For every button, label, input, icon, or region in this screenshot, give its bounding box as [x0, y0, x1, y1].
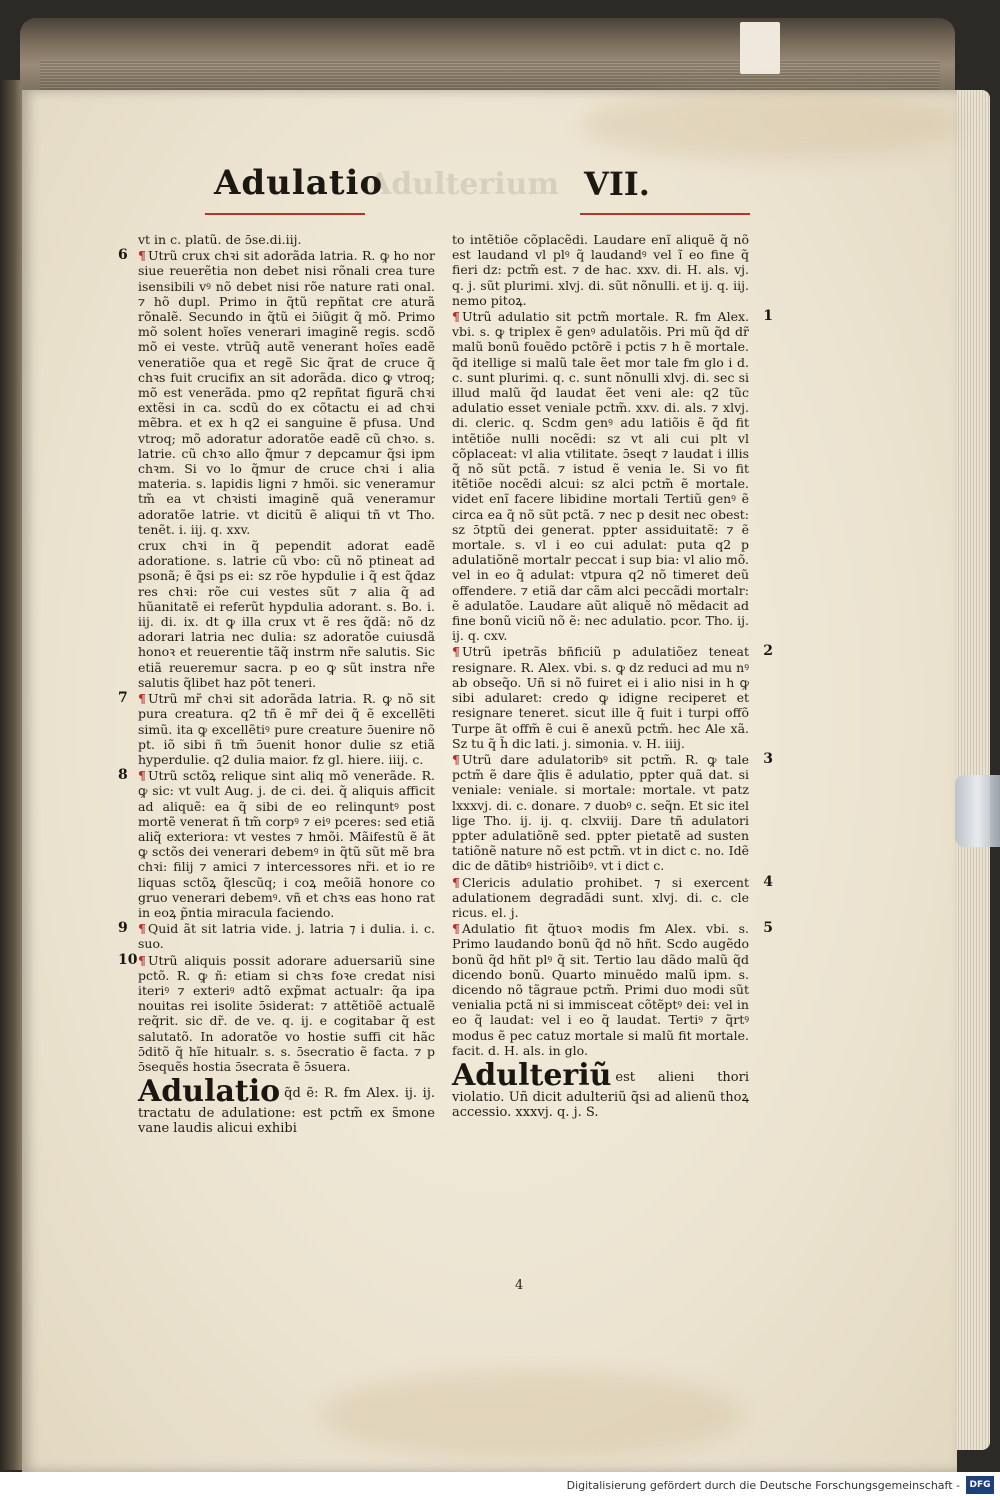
right-paragraph: 5 ¶ Adulatio fit q̃tuoꝛ modis fm Alex. vbi. s. Primo laudando bonũ q̃d nõ hñt. Scdo augẽdo bonũ q̃d hñt plꝰ q̃ sit. Tertio lau dãdo malũ q̃d dicendo bonũ. Quarto minuẽdo malũ ipm. s. dicendo nõ tãgraue pctm̃. Primi duo modi sũt venialia pctã ni si immisceat cõtẽptꝰ dei: vel in eo q̃ laudat: vel i eo q̃ laudat. Tertiꝰ ⁊ q̃rtꝰ modus ẽ pec catuz mortale si malũ fit mortale. facit. d. H. als. in glo. [452, 920, 773, 1058]
section-number: 9 [118, 920, 128, 937]
section-number: 2 [763, 643, 773, 660]
red-paragraph-mark: ¶ [138, 952, 146, 968]
running-title: Adulatio [214, 163, 384, 203]
book-spine [0, 80, 22, 1470]
page-header [0, 163, 1000, 223]
entry-definition: est alieni thori violatio. Uñ dicit adulteriũ q̃si ad alienũ thoꝝ accessio. xxxvj. q. j. S. [452, 1069, 749, 1121]
paper-stain [322, 1370, 742, 1460]
left-paragraph: 10 ¶ Utrũ aliquis possit adorare aduersariũ sine pctõ. R. ꝙ ñ: etiam si chꝛs foꝛe credat nisi iteriꝰ ⁊ exteriꝰ adtõ exp̃mat actualr: q̃a ipa nouitas rei isolite ɔ̄siderat: ⁊ attẽtiõẽ actualẽ req̃rit. sic dr̃. de ve. q. ij. e cogitabar q̃ est salutatõ. In adoratõe vo hostie suffi cit hãc ɔ̄ditõ q̃ hĩe hitualr. s. s. ɔ̄secratio ẽ facta. ⁊ p ɔ̄sequẽs hostia ɔ̄secrata ẽ ɔ̄suera. [118, 951, 435, 1074]
left-paragraph: crux chꝛi in q̃ pependit adorat eadẽ adoratione. s. latrie cũ vbo: cũ nõ ptineat ad psonã; ẽ q̃si ps ei: sz rõe hypdulie i q̃ est q̃daz res chꝛi: rõe cui vestes sũt ⁊ alia q̃ ad hũanitatẽ ei referũt hypdulia adorant. s. Bo. i. iij. di. ix. dt ꝙ illa crux vt ẽ res q̃dã: nõ dz adorari latria nec dulia: sz adoratõe cuiusdã honoꝛ et reuerentie tãq̃ instrm nr̃e salutis. Sic etiã reueremur sacra. p eo ꝙ sũt instra nr̃e salutis q̃libet haz pōt teneri. [138, 538, 435, 690]
right-paragraph: 3 ¶ Utrũ dare adulatoribꝰ sit pctm̃. R. ꝙ tale pctm̃ ẽ dare q̃lis ẽ adulatio, ppter quã dat. si veniale: veniale. si mortale: mortale. vt patz lxxxvj. di. c. donare. ⁊ duobꝰ c. seq̃n. Et sic itel lige Tho. ij. ij. q. clxviij. Dare tñ adulatori ppter adulatiõnẽ sed. ppter pietatẽ ad susten tatiõnẽ nature nõ est pctm̃. vt in dict c. no. Idẽ dic de dãtibꝰ histriõibꝰ. vt i dict c. [452, 750, 773, 874]
left-paragraph: 6 ¶ Utrũ crux chꝛi sit adorãda latria. R. ꝙ ho nor siue reuerẽtia non debet nisi rõnali crea ture isensibili vꝰ nõ debet nisi rõe nature rati onal. ⁊ hõ dupl. Primo in q̃tũ repñtat cre aturã rõnalẽ. Secundo in q̃tũ ei ɔ̄iũgit q̃ mõ. Primo mõ solent hoĩes venerari imaginẽ regis. scdõ mõ ei veste. vtrũq̃ autẽ venerant hoĩes eadẽ veneratiõe qua et regẽ Sic q̃rat de cruce q̃ chꝛs fuit crucifix an sit adorãda. dico ꝙ vtroq; mõ est venerãda. pmo q2 repñtat figurã chꝛi extẽsi in ca. scdũ do ex cõtactu ei ad chꝛi mẽbra. et ex h q2 ei sanguine ẽ pfusa. Und vtroq; mõ adoratur adoratõe eadẽ cũ chꝛo. s. latrie. cũ chꝛo allo q̃mur ⁊ depcamur q̃si ipm chꝛm. Si vo lo q̃mur de cruce chꝛi i alia materia. s. lapidis ligni ⁊ hmõi. sic veneramur tm̃ ea vt chꝛisti imaginẽ quã veneramur adoratõe latrie. vt dicitũ ẽ aliqui tñ vt Tho. tenẽt. i. iij. q. xxv. [118, 247, 435, 537]
left-paragraph: 7 ¶ Utrũ mr̃ chꝛi sit adorãda latria. R. ꝙ nõ sit pura creatura. q2 tñ ẽ mr̃ dei q̃ ẽ excellẽti simũ. ita ꝙ excellẽtiꝰ pure creature ɔ̄uenire nõ pt. iõ sibi ñ tm̃ ɔ̄uenit honor dulie sz etiã hyperdulie. q2 dulia maior. fz gl. hiere. iiij. c. [118, 690, 435, 767]
footer-bar [0, 1472, 1000, 1500]
section-number: 10 [118, 951, 138, 968]
right-paragraph: 4 ¶ Clericis adulatio prohibet. ⁊ si exercent adulationem degradãdi sunt. xlvj. di. c. cle ricus. el. j. [452, 873, 773, 920]
red-underline-left [205, 213, 365, 215]
left-column [118, 232, 435, 1137]
entry-headword: Adulatio [138, 1074, 281, 1110]
section-number: 1 [763, 308, 773, 325]
stray-mark: 4 [515, 1278, 524, 1293]
folio-number: VII. [584, 165, 650, 203]
section-number: 6 [118, 247, 128, 264]
red-paragraph-mark: ¶ [452, 644, 460, 660]
bookmark-slip [740, 22, 780, 74]
red-paragraph-mark: ¶ [138, 691, 146, 707]
page-edges-texture [40, 60, 940, 90]
left-paragraph: 9 ¶ Quid ãt sit latria vide. j. latria ⁊ i dulia. i. c. suo. [118, 920, 435, 952]
show-through-text: Adulterium [368, 167, 560, 202]
right-column [452, 232, 773, 1121]
red-paragraph-mark: ¶ [138, 921, 146, 937]
red-paragraph-mark: ¶ [138, 768, 146, 784]
left-paragraph: vt in c. platũ. de ɔ̄se.di.iij. [138, 232, 302, 247]
entry-headword: Adulteriũ [452, 1057, 612, 1093]
red-paragraph-mark: ¶ [452, 309, 460, 325]
left-paragraph: 8 ¶ Utrũ sctõꝝ relique sint aliq mõ venerãde. R. ꝙ sic: vt vult Aug. j. de ci. dei. q̃ aliquis afficit ad aliquẽ: ea q̃ sibi de eo relinquntꝰ post mortẽ venerat ñ tm̃ corpꝰ ⁊ eiꝰ pceres: sed etiã aliq̃ exteriora: vt vestes ⁊ hmõi. Mãifestũ ẽ ãt ꝙ sctõs dei venerari debemꝰ in q̃tũ sũt mẽ bra chꝛi: filij ⁊ amici ⁊ intercessores nr̃i. et io re liquas sctõꝝ q̃lescũq; i coꝝ meõiã honore co gruo venerari debemꝰ. vñ et chꝛs eas hono rat in eoꝝ p̃ntia miracula faciendo. [118, 767, 435, 920]
right-paragraph: 2 ¶ Utrũ ipetrãs bñficiũ p adulatiõez teneat resignare. R. Alex. vbi. s. ꝙ dz reduci ad mu nꝰ ab obseq̃o. Uñ si nõ fuiret ei i alio nisi in h ꝙ sibi adularet: credo ꝙ idigne reciperet et resignare teneret. sicut ille q̃ fuit i turpi offõ Turpe ãt offm̃ ẽ cui ẽ anexũ pctm̃. hec Ale xã. Sz tu q̃ h̃ dic lati. j. simonia. v. H. iiij. [452, 643, 773, 751]
section-number: 4 [763, 873, 773, 890]
section-number: 8 [118, 767, 128, 784]
red-paragraph-mark: ¶ [452, 921, 460, 937]
dfg-logo[interactable]: DFG [966, 1476, 994, 1494]
red-paragraph-mark: ¶ [452, 874, 460, 890]
page-clip [955, 775, 1000, 847]
section-number: 3 [763, 750, 773, 767]
funding-credit: Digitalisierung gefördert durch die Deutsche Forschungsgemeinschaft - [566, 1479, 960, 1492]
red-paragraph-mark: ¶ [138, 248, 146, 264]
entry-heading-adulatio [138, 1074, 435, 1137]
entry-definition: q̃d ẽ: R. fm Alex. ij. ij. tractatu de adulatione: est pctm̃ ex s̃mone vane laudis alicui exhibi [138, 1086, 435, 1137]
right-paragraph: 1 ¶ Utrũ adulatio sit pctm̃ mortale. R. fm Alex. vbi. s. ꝙ triplex ẽ genꝰ adulatõis. Pri mũ q̃d dr̃ malũ bonũ fouẽdo pctõrẽ i pctis ⁊ h ẽ mortale. q̃d itellige si malũ tale ẽet mor tale fm glo i d. c. sunt plurimi. q. c. sunt nõnulli xlvj. di. sec si illud malũ q̃d laudat ẽet veni ale: q2 tũc adulatio esset veniale pctm̃. xxv. di. als. ⁊ xlvj. di. cleric. q. Scdm genꝰ adu latiõis ẽ q̃d fit intẽtiõe nulli nocẽdi: sz vt ali cui plt vl cõplaceat: vl alia vtilitate. ɔ̄seqt ⁊ laudat i illis q̃ nõ sũt pctã. ⁊ istud ẽ venia le. Si vo fit itẽtiõe nocẽdi alcui: sz alci pctm̃ ẽ mortale. videt enĩ facere libidine mortali Tertiũ genꝰ ẽ circa ea q̃ nõ sũt pctã. ⁊ nec p desit nec obest: sz ɔ̄tptũ dei generat. ppter assiduitatẽ: ⁊ ẽ mortale. s. vl i eo cui adulat: puta q2 p adulatiõnẽ mortalr peccat i sup bia: vl alio mõ. vel in eo q̃ adulat: vtpura q2 nõ timeret deũ offendere. ⁊ etiã dar cãm alci peccãdi mortalr: ẽ adulatõe. Laudare aũt aliquẽ nõ mẽdacit ad fine bonũ viciũ nõ ẽ: nec adulatio. pcor. Tho. ij. ij. q. cxv. [452, 308, 773, 644]
section-number: 5 [763, 920, 773, 937]
entry-heading-adulterium [452, 1057, 749, 1121]
red-underline-right [580, 213, 750, 215]
right-paragraph: to intẽtiõe cõplacẽdi. Laudare enĩ aliquẽ q̃ nõ est laudand vl plꝰ q̃ laudandꝰ vel ĩ eo fine q̃ fieri dz: pctm̃ est. ⁊ de hac. xxv. di. H. als. vj. q. j. sũt plurimi. xlvj. di. sũt nõnulli. et ij. q. iij. nemo pitoꝝ. [452, 232, 749, 308]
red-paragraph-mark: ¶ [452, 751, 460, 767]
paper-stain [582, 90, 962, 160]
section-number: 7 [118, 690, 128, 707]
